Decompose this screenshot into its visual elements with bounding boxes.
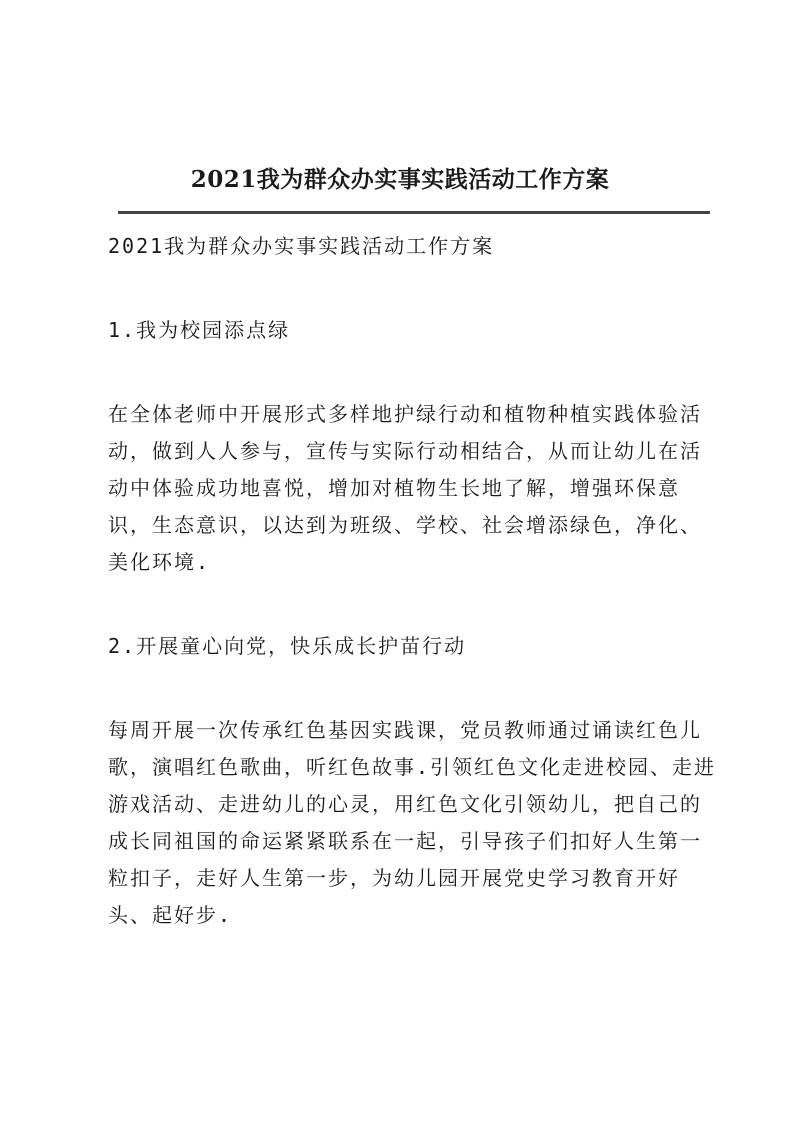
document-title: 2021我为群众办实事实践活动工作方案 (190, 166, 610, 193)
document-body (108, 228, 720, 981)
section-paragraph-1: 在全体老师中开展形式多样地护绿行动和植物种植实践体验活动，做到人人参与，宣传与实际行动相结合，从而让幼儿在活动中体验成功地喜悦，增加对植物生长地了解，增强环保意识，生态意识，以达到为班级、学校、社会增添绿色，净化、美化环境. (108, 402, 702, 574)
title-divider (118, 211, 710, 214)
document-subtitle: 2021我为群众办实事实践活动工作方案 (108, 234, 495, 258)
section-heading-1: 1.我为校园添点绿 (108, 318, 291, 342)
section-heading-2: 2.开展童心向党，快乐成长护苗行动 (108, 634, 467, 658)
section-paragraph-2: 每周开展一次传承红色基因实践课，党员教师通过诵读红色儿歌，演唱红色歌曲，听红色故事.引领红色文化走进校园、走进游戏活动、走进幼儿的心灵，用红色文化引领幼儿，把自己的成长同祖国的命运紧紧联系在一起，引导孩子们扣好人生第一粒扣子，走好人生第一步，为幼儿园开展党史学习教育开好头、起好步. (108, 718, 717, 927)
